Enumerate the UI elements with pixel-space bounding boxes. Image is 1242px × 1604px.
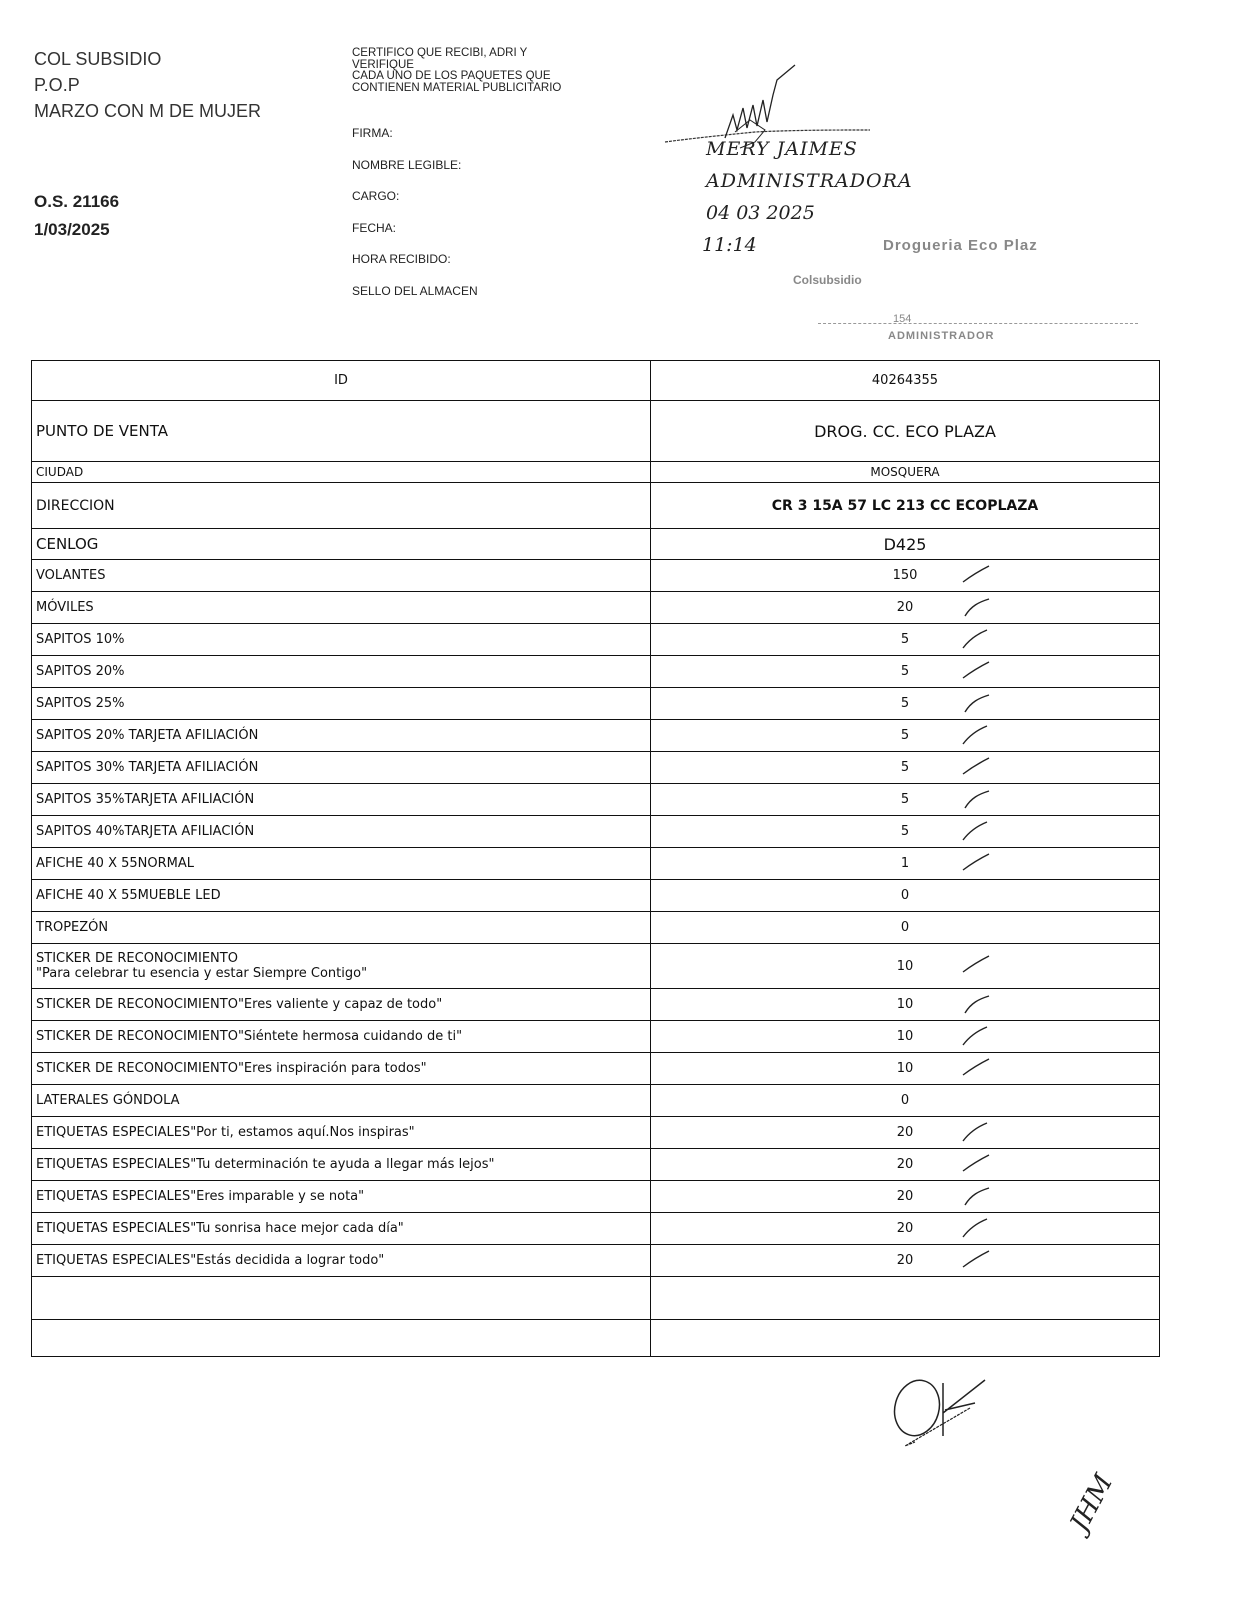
punto-venta-label: PUNTO DE VENTA — [32, 401, 651, 462]
item-quantity — [651, 944, 1160, 989]
field-nombre-label: NOMBRE LEGIBLE: — [352, 157, 462, 172]
field-firma-label: FIRMA: — [352, 126, 393, 140]
stamp-role: ADMINISTRADOR — [888, 330, 995, 342]
order-date: 1/03/2025 — [34, 220, 110, 239]
table-row — [32, 1117, 1160, 1149]
field-fecha-label: FECHA: — [352, 220, 397, 235]
item-label — [32, 944, 651, 989]
item-label — [32, 1117, 651, 1149]
item-label — [32, 560, 651, 592]
item-label — [32, 624, 651, 656]
ciudad-label: CIUDAD — [32, 462, 651, 483]
empty-row — [32, 1277, 1160, 1320]
item-label — [32, 880, 651, 912]
stamp-line — [818, 323, 1138, 324]
field-hora-label: HORA RECIBIDO: — [352, 252, 451, 266]
item-quantity — [651, 720, 1160, 752]
item-label-text: STICKER DE RECONOCIMIENTO — [36, 951, 238, 966]
table-row-direccion — [32, 483, 1160, 529]
item-label — [32, 912, 651, 944]
item-label-text: ETIQUETAS ESPECIALES"Eres imparable y se nota" — [36, 1189, 365, 1204]
item-quantity — [651, 912, 1160, 944]
ok-mark-text: OK — [885, 1368, 887, 1369]
item-label — [32, 688, 651, 720]
initials-handwritten: JHM — [1064, 1469, 1120, 1537]
certification-line: VERIFIQUE — [352, 58, 414, 71]
item-label — [32, 848, 651, 880]
item-label-text: STICKER DE RECONOCIMIENTO"Eres inspiración para todos" — [36, 1061, 427, 1076]
empty-cell — [651, 1277, 1160, 1320]
table-row — [32, 1053, 1160, 1085]
check-mark-icon — [961, 1153, 991, 1175]
item-quantity — [651, 1053, 1160, 1085]
item-quantity-value: 0 — [900, 1093, 910, 1108]
organization-name: COL SUBSIDIO — [34, 49, 162, 69]
certification-line: CONTIENEN MATERIAL PUBLICITARIO — [352, 81, 562, 94]
item-label — [32, 784, 651, 816]
item-quantity-value: 10 — [896, 1061, 914, 1076]
item-quantity — [651, 1149, 1160, 1181]
item-label-text: SAPITOS 30% TARJETA AFILIACIÓN — [36, 760, 259, 775]
item-quantity-value: 10 — [896, 997, 914, 1012]
check-mark-icon — [961, 756, 991, 778]
cenlog-label: CENLOG — [32, 529, 651, 560]
item-quantity-value: 5 — [900, 760, 910, 775]
item-quantity — [651, 880, 1160, 912]
table-row — [32, 592, 1160, 624]
item-label-text: STICKER DE RECONOCIMIENTO"Siéntete hermosa cuidando de ti" — [36, 1029, 463, 1044]
item-quantity-value: 150 — [892, 568, 918, 583]
handwritten-name: MERY JAIMES — [706, 138, 858, 160]
item-quantity-value: 1 — [900, 856, 910, 871]
certification-line: CADA UNO DE LOS PAQUETES QUE — [352, 70, 551, 82]
item-label-text: SAPITOS 10% — [36, 632, 125, 647]
table-row — [32, 1213, 1160, 1245]
empty-cell — [651, 1320, 1160, 1357]
item-quantity — [651, 624, 1160, 656]
item-quantity-value: 20 — [896, 1253, 914, 1268]
direccion-label: DIRECCION — [32, 483, 651, 529]
item-label — [32, 720, 651, 752]
item-quantity — [651, 784, 1160, 816]
item-label-text: ETIQUETAS ESPECIALES"Estás decidida a lograr todo" — [36, 1253, 385, 1268]
table-row — [32, 912, 1160, 944]
check-mark-icon — [961, 1057, 991, 1079]
check-mark-icon — [961, 820, 991, 842]
item-label-text: ETIQUETAS ESPECIALES"Tu sonrisa hace mejor cada día" — [36, 1221, 404, 1236]
check-mark-icon — [961, 993, 991, 1015]
item-quantity-value: 5 — [900, 632, 910, 647]
item-label-text: AFICHE 40 X 55MUEBLE LED — [36, 888, 221, 903]
id-value: 40264355 — [651, 361, 1160, 401]
item-quantity-value: 5 — [900, 728, 910, 743]
item-quantity-value: 5 — [900, 824, 910, 839]
table-row — [32, 848, 1160, 880]
order-number: O.S. 21166 — [34, 192, 120, 211]
item-quantity — [651, 816, 1160, 848]
check-mark-icon — [961, 852, 991, 874]
table-row — [32, 944, 1160, 989]
item-quantity — [651, 848, 1160, 880]
document-header — [34, 46, 261, 124]
receipt-fields — [352, 126, 478, 315]
item-quantity-value: 0 — [900, 888, 910, 903]
item-label-text: SAPITOS 25% — [36, 696, 125, 711]
table-row — [32, 1149, 1160, 1181]
item-label-text: MÓVILES — [36, 600, 94, 615]
item-label — [32, 752, 651, 784]
table-row-punto-venta — [32, 401, 1160, 462]
table-row — [32, 1181, 1160, 1213]
item-label-text: SAPITOS 35%TARJETA AFILIACIÓN — [36, 792, 255, 807]
item-label — [32, 592, 651, 624]
item-quantity — [651, 688, 1160, 720]
check-mark-icon — [961, 1025, 991, 1047]
table-row — [32, 1245, 1160, 1277]
direccion-value: CR 3 15A 57 LC 213 CC ECOPLAZA — [651, 483, 1160, 529]
item-label-text: SAPITOS 20% — [36, 664, 125, 679]
stamp-number: 154 — [893, 313, 912, 325]
item-quantity — [651, 989, 1160, 1021]
cenlog-value: D425 — [651, 529, 1160, 560]
item-quantity — [651, 1117, 1160, 1149]
item-label-text: AFICHE 40 X 55NORMAL — [36, 856, 194, 871]
item-quantity-value: 5 — [900, 664, 910, 679]
punto-venta-value: DROG. CC. ECO PLAZA — [651, 401, 1160, 462]
table-row-ciudad — [32, 462, 1160, 483]
check-mark-icon — [961, 564, 991, 586]
field-sello-label: SELLO DEL ALMACEN — [352, 283, 478, 298]
item-label-text: VOLANTES — [36, 568, 106, 583]
item-label — [32, 989, 651, 1021]
table-row — [32, 1085, 1160, 1117]
certification-line: CERTIFICO QUE RECIBI, ADRI Y — [352, 47, 528, 59]
item-label-text: ETIQUETAS ESPECIALES"Por ti, estamos aquí.Nos inspiras" — [36, 1125, 415, 1140]
delivery-table — [31, 360, 1160, 1357]
item-label — [32, 1149, 651, 1181]
table-row — [32, 752, 1160, 784]
item-label — [32, 1213, 651, 1245]
item-quantity — [651, 1181, 1160, 1213]
item-quantity — [651, 1021, 1160, 1053]
store-stamp — [748, 225, 1143, 360]
field-cargo-label: CARGO: — [352, 189, 400, 203]
table-row — [32, 1021, 1160, 1053]
ciudad-value: MOSQUERA — [651, 462, 1160, 483]
item-quantity-value: 5 — [900, 792, 910, 807]
department-name: P.O.P — [34, 75, 80, 95]
item-quantity — [651, 1213, 1160, 1245]
order-info — [34, 188, 119, 244]
item-label — [32, 1085, 651, 1117]
campaign-name: MARZO CON M DE MUJER — [34, 101, 261, 121]
handwritten-fecha: 04 03 2025 — [706, 202, 815, 224]
item-label — [32, 1245, 651, 1277]
check-mark-icon — [961, 1121, 991, 1143]
item-label — [32, 656, 651, 688]
item-quantity-value: 20 — [896, 600, 914, 615]
item-quantity — [651, 1085, 1160, 1117]
item-label-text: TROPEZÓN — [36, 920, 109, 935]
table-row-cenlog — [32, 529, 1160, 560]
item-label — [32, 1053, 651, 1085]
item-quantity — [651, 656, 1160, 688]
item-quantity — [651, 592, 1160, 624]
empty-cell — [32, 1320, 651, 1357]
item-quantity-value: 10 — [896, 958, 914, 974]
item-label-text: SAPITOS 40%TARJETA AFILIACIÓN — [36, 824, 255, 839]
table-row — [32, 880, 1160, 912]
item-label-text: ETIQUETAS ESPECIALES"Tu determinación te ayuda a llegar más lejos" — [36, 1157, 495, 1172]
item-label — [32, 816, 651, 848]
empty-cell — [32, 1277, 651, 1320]
check-mark-icon — [961, 1249, 991, 1271]
certification-text — [352, 48, 642, 94]
empty-row — [32, 1320, 1160, 1357]
table-row-id — [32, 361, 1160, 401]
check-mark-icon — [961, 692, 991, 714]
item-label-text: STICKER DE RECONOCIMIENTO"Eres valiente y capaz de todo" — [36, 997, 443, 1012]
id-label: ID — [32, 361, 651, 401]
handwritten-cargo: ADMINISTRADORA — [706, 170, 913, 192]
check-mark-icon — [961, 1217, 991, 1239]
check-mark-icon — [961, 954, 991, 976]
item-quantity-value: 10 — [896, 1029, 914, 1044]
ok-handwritten-mark — [885, 1368, 1005, 1458]
check-mark-icon — [961, 788, 991, 810]
table-row — [32, 624, 1160, 656]
stamp-store-name: Drogueria Eco Plaz — [883, 237, 1038, 254]
item-quantity — [651, 560, 1160, 592]
item-label-text: LATERALES GÓNDOLA — [36, 1093, 180, 1108]
item-quantity — [651, 752, 1160, 784]
table-row — [32, 816, 1160, 848]
stamp-brand: Colsubsidio — [793, 273, 862, 287]
check-mark-icon — [961, 660, 991, 682]
table-row — [32, 720, 1160, 752]
item-quantity-value: 20 — [896, 1125, 914, 1140]
check-mark-icon — [961, 724, 991, 746]
item-label-subtext: "Para celebrar tu esencia y estar Siempre Contigo" — [36, 966, 368, 981]
item-quantity-value: 5 — [900, 696, 910, 711]
check-mark-icon — [961, 628, 991, 650]
table-row — [32, 656, 1160, 688]
item-quantity-value: 20 — [896, 1157, 914, 1172]
item-quantity — [651, 1245, 1160, 1277]
item-quantity-value: 20 — [896, 1221, 914, 1236]
table-row — [32, 688, 1160, 720]
item-label — [32, 1021, 651, 1053]
item-quantity-value: 0 — [900, 920, 910, 935]
table-row — [32, 784, 1160, 816]
item-label — [32, 1181, 651, 1213]
check-mark-icon — [961, 596, 991, 618]
item-label-text: SAPITOS 20% TARJETA AFILIACIÓN — [36, 728, 259, 743]
table-row — [32, 989, 1160, 1021]
handwritten-hora: 11:14 — [702, 234, 757, 256]
item-quantity-value: 20 — [896, 1189, 914, 1204]
check-mark-icon — [961, 1185, 991, 1207]
table-row — [32, 560, 1160, 592]
